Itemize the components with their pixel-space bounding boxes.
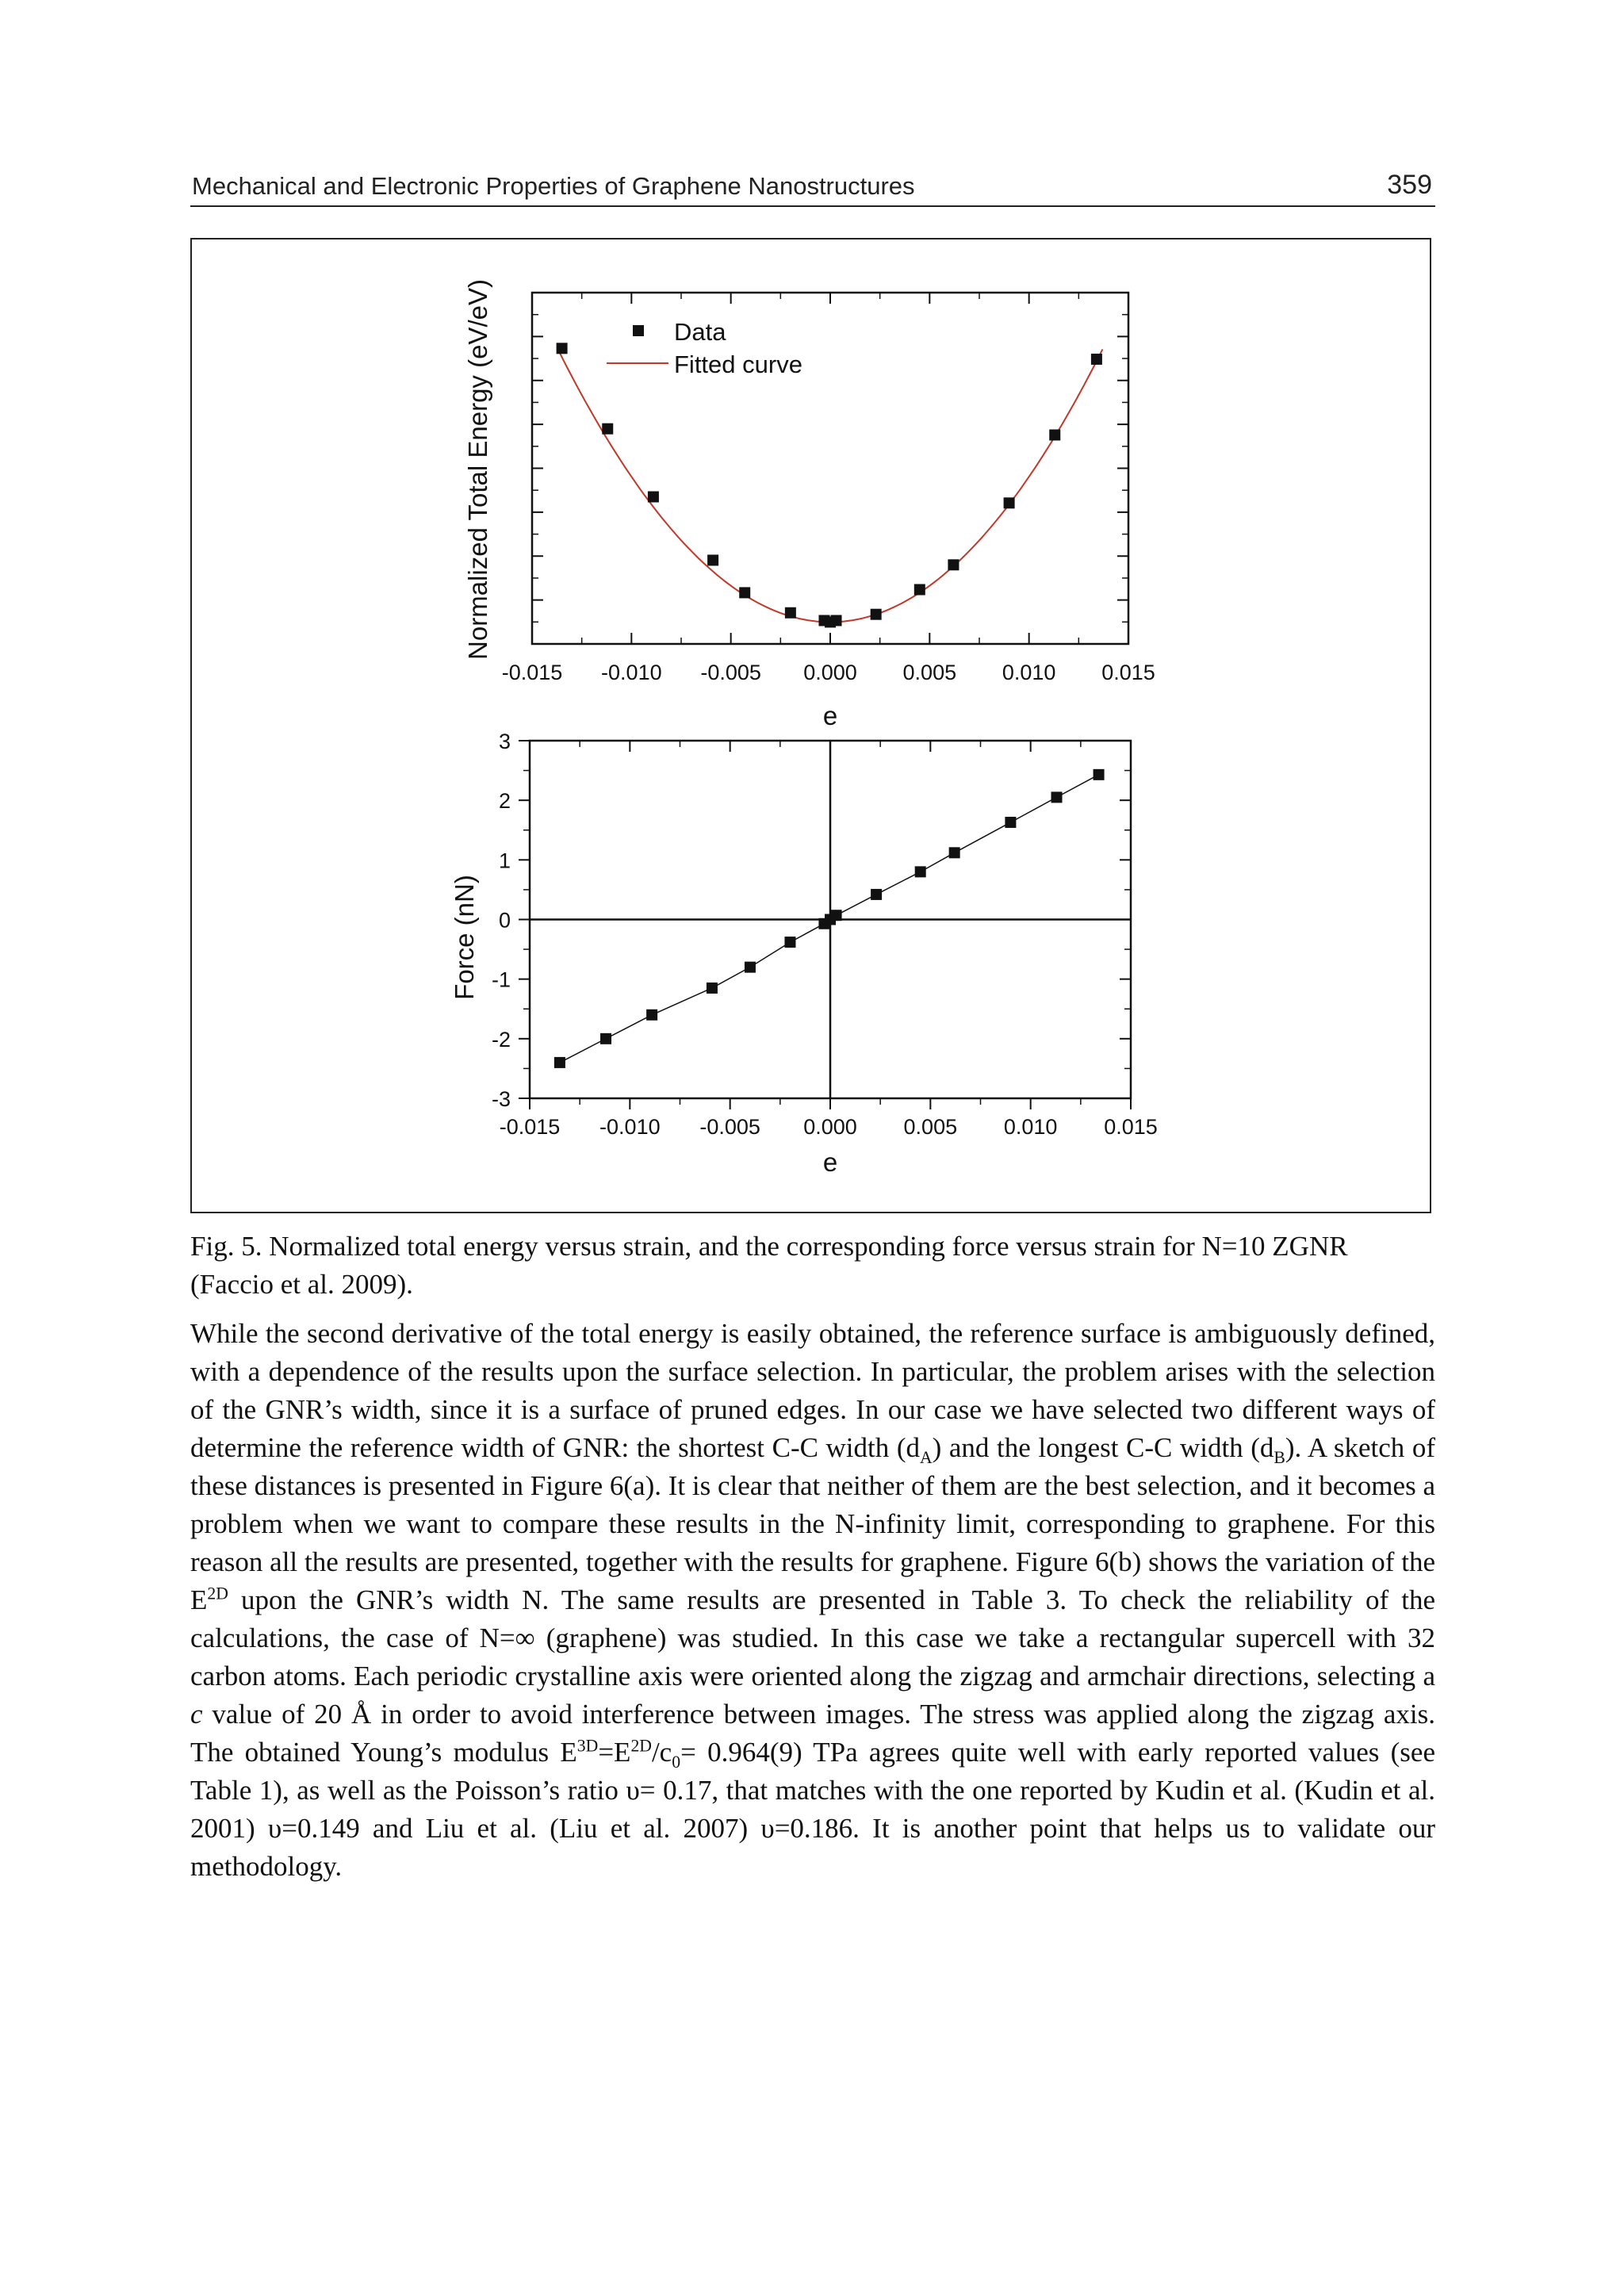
energy-data-point: [871, 609, 882, 620]
force-data-point: [646, 1009, 657, 1021]
force-y-tick-label: 0: [498, 908, 511, 933]
energy-x-tick-label: 0.005: [902, 661, 957, 684]
energy-x-axis-label: e: [822, 701, 838, 730]
energy-x-tick-label: 0.010: [1002, 661, 1056, 684]
energy-data-point: [557, 343, 568, 354]
force-data-point: [915, 866, 926, 877]
force-data-point: [1005, 817, 1016, 828]
force-x-tick-labels: [500, 1115, 1158, 1139]
energy-legend: [607, 318, 802, 378]
force-data-point: [554, 1057, 565, 1068]
body-paragraph: [190, 1315, 1435, 1886]
energy-data-point: [785, 607, 796, 619]
force-data-point: [1051, 791, 1063, 803]
energy-data-point: [1004, 497, 1015, 508]
energy-x-tick-label: -0.005: [700, 661, 761, 684]
force-y-tick-label: 3: [498, 730, 511, 753]
energy-data-point: [602, 423, 613, 435]
body-text-part-4: upon the GNR’s width N. The same results are presented in Table 3. To check the reliability of the calculations, the case of N=∞ (graphene) was studied. In this case we take a rectangular supercell with 32 carbon atoms. Each periodic crystalline axis were oriented along the zigzag and armchair directions, selecting a: [190, 1584, 1435, 1691]
force-y-axis-label: Force (nN): [450, 875, 479, 1000]
force-x-tick-label: -0.010: [599, 1115, 661, 1139]
force-x-tick-label: 0.000: [803, 1115, 857, 1139]
body-text-part-2: ) and the longest C-C width (d: [932, 1432, 1274, 1463]
force-x-tick-label: -0.005: [699, 1115, 760, 1139]
figure-5-charts: [192, 239, 1430, 1212]
force-y-tick-labels: [492, 730, 511, 1111]
energy-x-tick-label: 0.000: [803, 661, 857, 684]
legend-data-label: Data: [674, 318, 726, 346]
energy-x-tick-labels: [502, 661, 1155, 684]
force-y-tick-label: 2: [498, 789, 511, 814]
force-y-tick-label: -2: [491, 1027, 511, 1052]
energy-plot-frame: [532, 293, 1128, 644]
figure-caption: Fig. 5. Normalized total energy versus strain, and the corresponding force versus strain for N=10 ZGNR (Faccio et al. 2009).: [190, 1231, 1348, 1300]
energy-data-point: [707, 554, 718, 565]
force-chart: [450, 730, 1158, 1177]
body-text-part-1: While the second derivative of the total energy is easily obtained, the reference surface is ambiguously defined, with a dependence of the results upon the surface selection. In particular, the problem arises with the selection of the GNR’s width, since it is a surface of pruned edges. In our case we have selected two different ways of determine the reference width of GNR: the shortest C-C width (d: [190, 1318, 1435, 1463]
force-data-point: [784, 937, 795, 948]
superscript-2d-second: 2D: [630, 1736, 652, 1756]
force-data-point: [1094, 769, 1105, 780]
force-y-tick-label: -3: [491, 1087, 511, 1111]
force-x-tick-label: 0.010: [1003, 1115, 1058, 1139]
force-y-tick-label: -1: [491, 967, 511, 992]
superscript-2d: 2D: [207, 1584, 228, 1603]
energy-x-tick-label: 0.015: [1101, 661, 1155, 684]
force-data-point: [600, 1033, 611, 1044]
body-text-part-6: =E: [598, 1737, 631, 1768]
subscript-b: B: [1274, 1448, 1285, 1467]
force-y-tick-label: 1: [498, 849, 511, 873]
legend-fit-label: Fitted curve: [674, 351, 802, 378]
energy-ticks: [532, 293, 1128, 644]
subscript-0: 0: [672, 1753, 681, 1772]
page-number: 359: [1387, 170, 1432, 200]
force-data-point: [831, 910, 842, 921]
energy-y-axis-label: Normalized Total Energy (eV/eV): [463, 279, 492, 660]
force-data-point: [871, 889, 882, 900]
energy-data-point: [914, 584, 925, 596]
body-text-part-5: value of 20 Å in order to avoid interference between images. The stress was applied along the zigzag axis. The obtained Young’s modulus E: [190, 1699, 1435, 1768]
superscript-3d: 3D: [576, 1736, 599, 1756]
running-header: [190, 163, 1435, 207]
body-text-part-7: /c: [651, 1737, 672, 1768]
figure-5: [190, 238, 1431, 1213]
body-text-part-8: = 0.964(9) TPa agrees quite well with early reported values (see Table 1), as well as the Poisson’s ratio υ= 0.17, that matches with the one reported by Kudin et al. (Kudin et al. 2001) υ=0.149 and Liu et al. (Liu et al. 2007) υ=0.186. It is another point that helps us to validate our methodology.: [190, 1737, 1435, 1882]
energy-chart: [463, 279, 1155, 730]
body-text: [190, 1315, 1435, 1886]
energy-data-point: [831, 615, 842, 626]
force-x-axis-label: e: [822, 1147, 838, 1177]
running-header-title: Mechanical and Electronic Properties of Graphene Nanostructures: [192, 172, 915, 200]
energy-x-tick-label: -0.010: [601, 661, 662, 684]
force-data-point: [745, 962, 756, 973]
force-data-point: [707, 983, 718, 994]
force-x-tick-label: 0.005: [903, 1115, 958, 1139]
energy-data-point: [1049, 430, 1060, 441]
energy-data-point: [648, 492, 659, 503]
energy-x-tick-label: -0.015: [501, 661, 563, 684]
subscript-a: A: [919, 1448, 933, 1467]
energy-data-point: [1091, 354, 1102, 365]
energy-data-point: [739, 587, 750, 598]
legend-data-marker: [633, 325, 644, 336]
force-data-point: [949, 847, 960, 858]
energy-fitted-curve: [558, 349, 1103, 622]
italic-c: c: [190, 1699, 203, 1730]
body-text-part-3: ). A sketch of these distances is presented in Figure 6(a). It is clear that neither of them are the best selection, and it becomes a problem when we want to compare these results in the N-infinity limit, corresponding to graphene. For this reason all the results are presented, together with the results for graphene. Figure 6(b) shows the variation of the E: [190, 1432, 1435, 1615]
energy-data-point: [948, 559, 959, 570]
force-x-tick-label: 0.015: [1104, 1115, 1158, 1139]
force-x-tick-label: -0.015: [499, 1115, 561, 1139]
